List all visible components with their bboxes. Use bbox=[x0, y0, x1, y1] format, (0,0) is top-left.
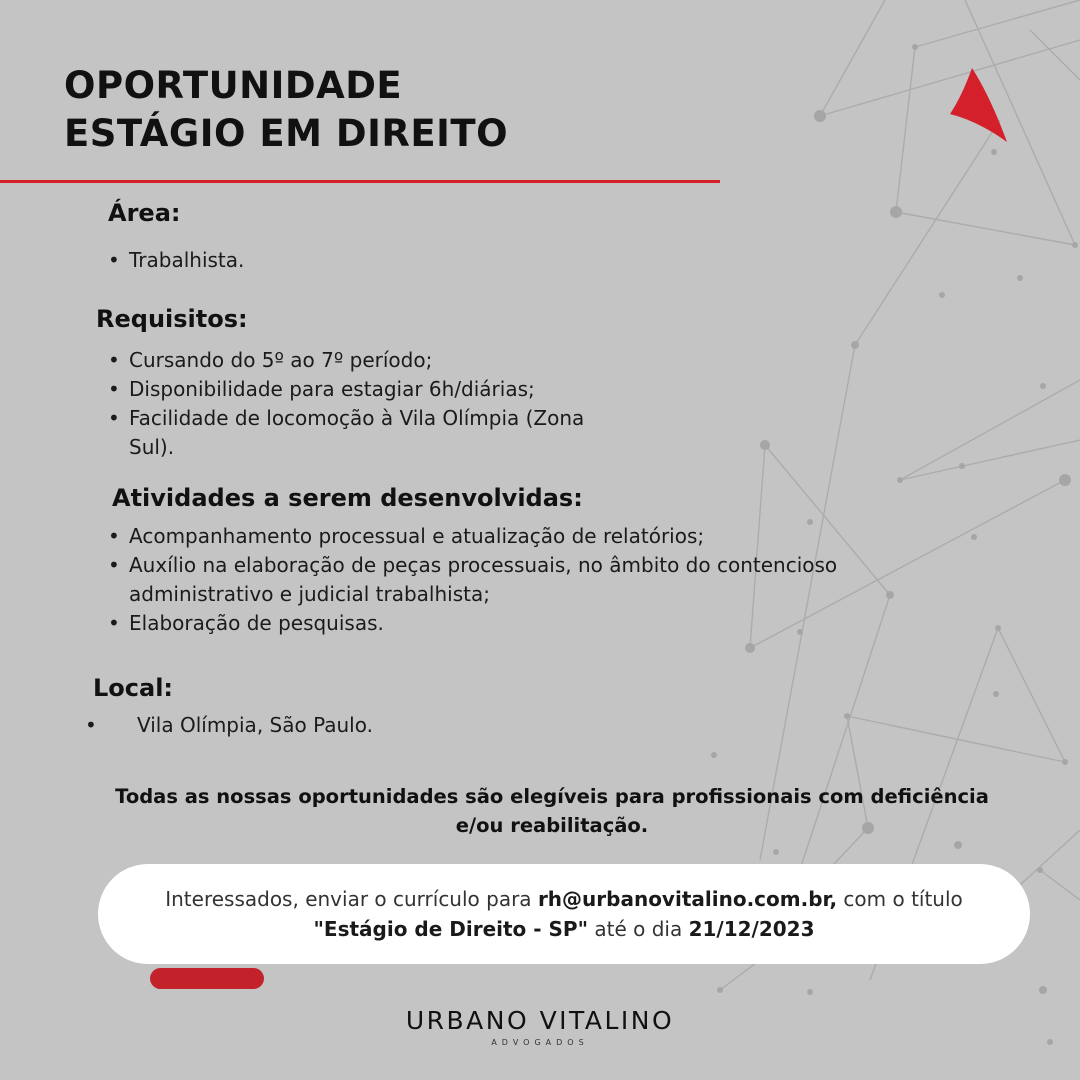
brand-logo bbox=[340, 1006, 740, 1047]
contact-deadline-prefix: até o dia bbox=[588, 917, 689, 941]
title-line-2: ESTÁGIO EM DIREITO bbox=[64, 112, 509, 155]
atividades-heading: Atividades a serem desenvolvidas: bbox=[112, 484, 583, 512]
bullet-icon: • bbox=[108, 406, 120, 430]
area-heading: Área: bbox=[108, 199, 181, 227]
requisitos-list bbox=[108, 346, 601, 462]
list-item: • Trabalhista. bbox=[129, 246, 629, 275]
bullet-icon: • bbox=[108, 248, 120, 272]
list-item: • Auxílio na elaboração de peças processuais, no âmbito do contencioso administrativo e judicial trabalhista; bbox=[108, 553, 838, 606]
bullet-icon: • bbox=[85, 713, 97, 737]
contact-email-link[interactable]: rh@urbanovitalino.com.br, bbox=[537, 887, 838, 911]
requisitos-heading: Requisitos: bbox=[96, 305, 248, 333]
title-divider bbox=[0, 180, 720, 183]
contact-deadline: 21/12/2023 bbox=[688, 917, 815, 941]
accessibility-notice: Todas as nossas oportunidades são elegíveis para profissionais com deficiência e/ou reabilitação. bbox=[115, 785, 989, 837]
red-corner-mark-icon bbox=[948, 66, 1010, 144]
area-list bbox=[108, 246, 629, 275]
list-item: • Disponibilidade para estagiar 6h/diárias; bbox=[129, 375, 601, 404]
contact-prefix: Interessados, enviar o currículo para bbox=[165, 887, 538, 911]
contact-middle: com o título bbox=[837, 887, 963, 911]
bullet-icon: • bbox=[108, 524, 120, 548]
contact-card bbox=[98, 864, 1030, 964]
list-item: • Vila Olímpia, São Paulo. bbox=[137, 711, 637, 740]
list-item: • Acompanhamento processual e atualização de relatórios; bbox=[129, 522, 869, 551]
contact-subject: "Estágio de Direito - SP" bbox=[313, 917, 588, 941]
decorative-red-pill bbox=[150, 968, 264, 989]
local-list bbox=[85, 711, 637, 740]
bullet-icon: • bbox=[108, 377, 120, 401]
brand-name: URBANO VITALINO bbox=[405, 1006, 675, 1035]
list-item: • Cursando do 5º ao 7º período; bbox=[129, 346, 601, 375]
list-item: • Facilidade de locomoção à Vila Olímpia (Zona Sul). bbox=[108, 406, 585, 459]
bullet-icon: • bbox=[108, 611, 120, 635]
list-item: • Elaboração de pesquisas. bbox=[129, 609, 869, 638]
brand-tagline: ADVOGADOS bbox=[491, 1038, 589, 1047]
bullet-icon: • bbox=[108, 553, 120, 577]
local-heading: Local: bbox=[93, 674, 174, 702]
atividades-list bbox=[108, 522, 869, 638]
title-line-1: OPORTUNIDADE bbox=[64, 64, 403, 107]
page-title bbox=[64, 62, 508, 158]
bullet-icon: • bbox=[108, 348, 120, 372]
